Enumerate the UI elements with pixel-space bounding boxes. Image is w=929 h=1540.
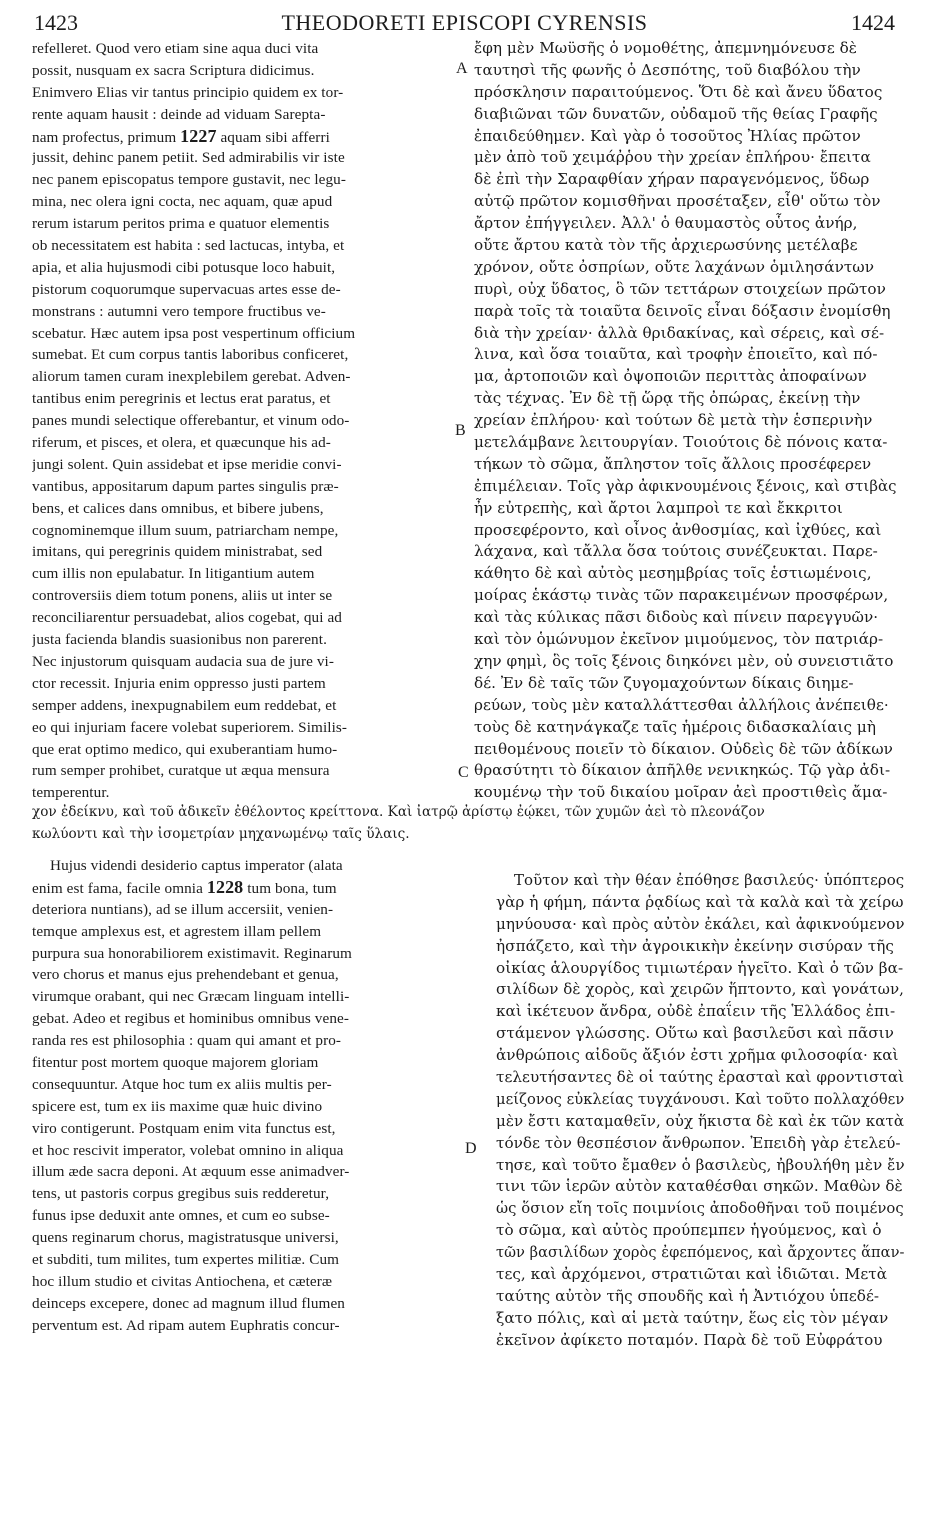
greek-text-line: κάθητο δὲ καὶ αὐτὸς μεσημβρίας τοῖς ἑστιωμένοις, <box>474 564 872 583</box>
text-line: scebatur. Hæc autem ipsa post vespertinum officium <box>32 324 356 342</box>
greek-text-line: τῶν βασιλίδων χορὸς ἐφεπόμενος, καὶ ἄρχοντες ἅπαν- <box>496 1244 905 1262</box>
greek-text-line: ἄρτον ἐπήγγειλεν. Ἀλλ' ὁ θαυμαστὸς οὗτος ἀνήρ, <box>474 214 858 233</box>
text-line: fitentur post mortem quoque majorem gloriam <box>32 1054 319 1072</box>
greek-text-line: διαβιῶναι τῶν δυνατῶν, οὐδαμοῦ τῆς θείας Γραφῆς <box>474 104 878 123</box>
greek-text-line: ρεύων, τοὺς μὲν καταλλάττεσθαι ἀλλήλοις ἀνέπειθε· <box>474 695 889 714</box>
text-segment: enim est fama, facile omnia <box>32 879 203 897</box>
greek-text-line: ἐκεῖνον ἀφίκετο ποταμόν. Παρὰ δὲ τοῦ Εὐφράτου <box>496 1330 883 1349</box>
greek-text-line: τοὺς δὲ κατηνάγκαζε ταῖς ἡμέροις διδασκαλίαις μὴ <box>474 717 876 736</box>
greek-text-line: ἀνθρώποις αἰδοῦς ἄξιόν ἐστι χρῆμα φιλοσοφία· καὶ <box>496 1046 899 1065</box>
greek-text-line: διὰ τὴν χρείαν· ἀλλὰ θριδακίνας, καὶ σέρεις, καὶ σέ- <box>474 323 885 342</box>
greek-text-line: καὶ τὸν ὁμώνυμον ἐκεῖνον μιμούμενος, τὸν πατριάρ- <box>474 630 884 649</box>
text-line: deteriora nuntians), ad se illum accersiit, venien- <box>32 900 334 918</box>
greek-text-line: θρασύτητι τὸ δίκαιον ἀπῆλθε νενικηκώς. Τῷ γὰρ ἀδι- <box>474 761 891 780</box>
greek-column-top <box>474 38 899 804</box>
greek-text-line: λάχανα, καὶ τἄλλα ὅσα τούτοις συνέζευκται. Παρε- <box>474 542 878 561</box>
text-line: rente aquam hausit : deinde ad viduam Sarepta- <box>32 105 326 123</box>
greek-text-line: χον ἐδείκνυ, καὶ τοῦ ἀδικεῖν ἐθέλοντος κρείττονα. Καὶ ἰατρῷ ἀρίστῳ ἐῴκει, τῶν χυμῶν ἀεὶ τὸ πλεονάζον <box>32 804 765 820</box>
text-line: Nec injustorum quisquam audacia sua de jure vi- <box>32 652 335 670</box>
greek-text-line: οὔτε ἄρτου κατὰ τὸν τῆς ἀρχιερωσύνης μετέλαβε <box>474 236 858 255</box>
greek-column-bottom <box>496 870 906 1352</box>
greek-text-line: σιλίδων δὲ χορὸς, καὶ χειρῶν ἥπτοντο, καὶ γονάτων, <box>496 980 904 999</box>
section-marker-b: B <box>455 422 466 439</box>
greek-text-line: ἐπαιδεύθημεν. Καὶ γὰρ ὁ τοσοῦτος Ἠλίας πρῶτον <box>474 126 861 145</box>
greek-text-line: μὲν ἔστι καταμαθεῖν, οὐχ ἥκιστα δὲ καὶ ἐκ τῶν κατὰ <box>496 1111 905 1130</box>
text-line: quens reginarum chorus, magistratusque universi, <box>32 1229 339 1247</box>
greek-text-line: μὲν ἀπὸ τοῦ χειμάῤῥου τὴν χρείαν ἐπλήρου· ἔπειτα <box>474 148 871 167</box>
section-marker-a: A <box>456 60 468 77</box>
greek-text-line: μηνύουσα· καὶ πρὸς αὐτὸν ἐκάλει, καὶ ἀφικνούμενον <box>496 914 905 933</box>
text-line: que erat optimo medico, qui exuberantiam humo- <box>32 740 338 758</box>
text-line: purpura sua honorabiliorem existimavit. Reginarum <box>32 944 352 962</box>
text-line: virumque orabant, qui nec Græcam linguam intelli- <box>32 988 350 1006</box>
greek-text-line: ἦν εὐτρεπὴς, καὶ ἄρτοι λαμπροὶ τε καὶ ἔκκριτοι <box>474 498 843 517</box>
section-marker-c: C <box>458 764 469 781</box>
text-line: panes mundi selectique offerebantur, et vinum odo- <box>32 412 350 430</box>
text-line: bens, et calices dans omnibus, et bibere jubens, <box>32 499 324 517</box>
text-line: vero chorus et manus ejus prehendebant et genua, <box>32 966 339 984</box>
text-line: nec panem episcopatus tempore gustavit, nec legu- <box>32 171 347 189</box>
text-line: riferum, et pisces, et olera, et quæcunque his ad- <box>32 434 331 452</box>
running-title: THEODORETI EPISCOPI CYRENSIS <box>281 10 648 35</box>
greek-text-line: ὡς ὅσιον εἴη τοῖς ποιμνίοις ἀποδοθῆναι τοῦ ποιμένος <box>496 1200 904 1218</box>
greek-text-line: γὰρ ἡ φήμη, πάντα ῥᾳδίως καὶ τὰ καλὰ καὶ τὰ χείρω <box>496 892 904 911</box>
greek-text-line: ἔφη μὲν Μωϋσῆς ὁ νομοθέτης, ἀπεμνημόνευσε δὲ <box>474 39 858 57</box>
greek-text-line: τινι τῶν ἱερῶν αὐτὸν καταθέσθαι σηκῶν. Μαθὼν δὲ <box>496 1177 903 1196</box>
greek-text-line: τες, καὶ ἀρχόμενοι, στρατιῶται καὶ ἰδιῶται. Μετὰ <box>496 1265 888 1284</box>
text-line: aliorum tamen curam inexplebilem gerebat. Adven- <box>32 368 351 386</box>
greek-text-line: τησε, καὶ τοῦτο ἔμαθεν ὁ βασιλεὺς, ἠβουλήθη μὲν ἔν <box>496 1155 905 1174</box>
section-marker-d: D <box>465 1140 477 1157</box>
text-line: temperentur. <box>32 784 110 802</box>
greek-text-line: πρόσκλησιν παραιτούμενος. Ὅτι δὲ καὶ ἄνευ ὕδατος <box>474 82 883 101</box>
text-line: rerum istarum peritos prima e quatuor elementis <box>32 215 330 233</box>
text-line: jungi solent. Quin assidebat et ipse meridie convi- <box>32 455 342 473</box>
latin-column-top <box>32 38 450 804</box>
text-line: illum æde sacra deponi. At æquum esse animadver- <box>32 1163 350 1181</box>
text-line: cognominemque illum suum, patriarcham nempe, <box>32 521 339 539</box>
text-line: imitans, qui peregrinis quidem ministrabat, sed <box>32 543 323 561</box>
text-line: controversiis diem totum ponens, aliis ut inter se <box>32 587 333 605</box>
text-line: et subditi, tum milites, tum expertes militiæ. Cum <box>32 1251 340 1269</box>
text-line: monstrans : autumni vero tempore fructibus ve- <box>32 302 326 320</box>
text-line: ctor recessit. Injuria enim oppresso justi partem <box>32 674 326 692</box>
greek-text-line: ταύτης αὐτὸν τῆς σπουδῆς καὶ ἡ Ἀντιόχου ὑπεδέ- <box>496 1286 880 1305</box>
text-line: funus ipse deduxit ante omnes, et cum eo subse- <box>32 1207 330 1225</box>
greek-text-line: πειθομένους ποιεῖν τὸ δίκαιον. Οὐδεὶς δὲ τῶν ἀδίκων <box>474 739 893 758</box>
greek-text-line: κωλύοντι καὶ τὴν ἰσομετρίαν μηχανωμένῳ ταῖς ὕλαις. <box>32 826 410 842</box>
greek-text-line: χρείαν ἐπλήρου· καὶ τούτων δὲ μετὰ τὴν ἑσπερινὴν <box>474 411 873 430</box>
greek-text-line: τήκων τὸ σῶμα, ἄπληστον τοῖς ἄλλοις προσέφερεν <box>474 454 872 473</box>
text-line: semper addens, inexpugnabilem eum reddebat, et <box>32 696 337 714</box>
text-line: temque amplexus est, et agrestem illam pellem <box>32 922 322 940</box>
page-number-left: 1423 <box>34 10 78 35</box>
text-line: et hoc rescivit imperator, volebat omnino in aliqua <box>32 1141 344 1159</box>
greek-text-line: καὶ τὰς κύλικας πᾶσι διδοὺς καὶ πίνειν παρεγγυῶν· <box>474 608 879 627</box>
greek-text-line: δέ. Ἐν δὲ ταῖς τῶν ζυγομαχούντων δίκαις διημε- <box>474 673 854 692</box>
greek-text-line: μα, ἀρτοποιῶν καὶ ὀψοποιῶν περιττὰς ἀποφαίνων <box>474 367 867 386</box>
text-line: gebat. Adeo et regibus et hominibus omnibus vene- <box>32 1010 350 1028</box>
text-line: pistorum coquorumque supervacuas artes esse de- <box>32 280 341 298</box>
greek-text-line: τὸ σῶμα, καὶ αὐτὸς προύπεμπεν ἡγούμενος, καὶ ὁ <box>496 1221 882 1240</box>
text-line: apia, et alia hujusmodi cibi potusque loco habuit, <box>32 258 336 276</box>
text-line: tens, ut pastoris corpus gregibus suis redderetur, <box>32 1185 330 1203</box>
text-line: perventum est. Ad ripam autem Euphratis concur- <box>32 1316 340 1334</box>
greek-text-line: οἰκίας ἁλουργίδος τιμιωτέραν ἡγεῖτο. Καὶ ὁ τῶν βα- <box>496 958 904 977</box>
text-line: possit, nusquam ex sacra Scriptura didicimus. <box>32 61 315 79</box>
greek-text-line: στάμενον γλώσσης. Οὕτω καὶ βασιλεῦσι καὶ πᾶσιν <box>496 1024 894 1043</box>
text-line: hoc illum studio et civitas Antiochena, et cæteræ <box>32 1272 333 1290</box>
greek-text-line: παρὰ τοῖς τὰ τοιαῦτα δεινοῖς εἶναι δόξασιν ἐνομίσθη <box>474 301 891 320</box>
greek-text-line: πυρὶ, οὐχ ὕδατος, ὃ τῶν τεττάρων στοιχείων πρῶτον <box>474 279 886 298</box>
text-segment: nam profectus, primum <box>32 128 177 146</box>
column-number: 1227 <box>180 125 217 146</box>
latin-column-bottom <box>32 855 462 1337</box>
text-line: consequuntur. Atque hoc tum ex aliis multis per- <box>32 1075 332 1093</box>
text-segment: aquam sibi afferri <box>220 128 330 146</box>
text-line: justa facienda blandis suasionibus non parerent. <box>32 631 327 649</box>
greek-text-line: τελευτήσαντες δὲ οἱ ταύτης ἐρασταὶ καὶ φροντισταὶ <box>496 1068 905 1087</box>
greek-text-line: καὶ ἱκέτευον ἄνδρα, οὐδὲ ἐπαΐειν τῆς Ἑλλάδος ἐπι- <box>496 1002 896 1021</box>
greek-text-line: Τοῦτον καὶ τὴν θέαν ἐπόθησε βασιλεύς· ὑπόπτερος <box>514 871 905 889</box>
text-line: cum illis non epulabatur. In litigantium autem <box>32 565 315 583</box>
greek-text-line: ἠσπάζετο, καὶ τὴν ἀγροικικὴν ἐκείνην σισύραν τῆς <box>496 936 894 955</box>
greek-text-line: κουμένῳ τὴν τοῦ δικαίου μοῖραν ἀεὶ προστιθεὶς ἄμα- <box>474 783 888 802</box>
text-line: spicere est, tum ex iis maxime quæ huic divino <box>32 1097 323 1115</box>
text-line: ob necessitatem est habita : sed lactucas, intyba, et <box>32 237 345 255</box>
greek-text-line: τόνδε τὸν θεσπέσιον ἄνθρωπον. Ἐπειδὴ γὰρ ἐτελεύ- <box>496 1133 901 1152</box>
greek-text-line: ξατο πόλις, καὶ αἱ μετὰ ταύτην, ἕως εἰς τὸν μέγαν <box>496 1308 889 1327</box>
page-header <box>30 2 899 38</box>
text-line: vantibus, appositarum dapum partes singulis præ- <box>32 477 339 495</box>
text-line <box>32 126 450 148</box>
greek-text-line: μοίρας ἑκάστῳ τινὰς τῶν παρακειμένων προσφέρων, <box>474 586 889 605</box>
greek-text-line: μετελάμβανε λειτουργίαν. Τοιούτοις δὲ πόνοις κατα- <box>474 433 888 452</box>
greek-text-line: μείζονος εὐκλείας τυγχάνουσι. Καὶ τοῦτο πολλαχόθεν <box>496 1090 905 1108</box>
text-line: rum semper prohibet, curatque ut æqua mensura <box>32 762 330 780</box>
greek-text-line: λινα, καὶ ὅσα τοιαῦτα, καὶ τροφὴν ἐποιεῖτο, καὶ πό- <box>474 345 878 364</box>
greek-text-line: δὲ ἐπὶ τὴν Σαραφθίαν χήραν παραγενόμενος, ὕδωρ <box>474 170 870 189</box>
greek-text-line: προσεφέροντο, καὶ οἶνος ἀνθοσμίας, καὶ ἰχθύες, καὶ <box>474 520 882 539</box>
text-segment: tum bona, tum <box>247 879 337 897</box>
text-line: jussit, dehinc panem petiit. Sed admirabilis vir iste <box>32 149 345 167</box>
text-line: sumebat. Et cum corpus tantis laboribus conficeret, <box>32 346 349 364</box>
greek-full-width <box>32 804 899 848</box>
greek-text-line: ἐπιμέλειαν. Τοῖς γὰρ ἀφικνουμένοις ξένοις, καὶ στιβὰς <box>474 476 897 495</box>
greek-text-line: χην φημὶ, ὃς τοῖς ξένοις διηκόνει μὲν, οὐ συνειστιᾶτο <box>474 651 894 670</box>
text-line: Enimvero Elias vir tantus principio quidem ex tor- <box>32 83 344 101</box>
text-line: randa res est philosophia : quam qui amant et pro- <box>32 1032 342 1050</box>
text-line: mina, nec olera igni cocta, nec aquam, quæ apud <box>32 193 333 211</box>
text-line: eo qui injuriam facere volebat superiorem. Similis- <box>32 718 348 736</box>
greek-text-line: αὐτῷ πρῶτον κομισθῆναι προσέταξεν, εἶθ' οὕτω τὸν <box>474 192 881 211</box>
page-number-right: 1424 <box>851 10 895 35</box>
text-line: tantibus enim peregrinis et lectus erat paratus, et <box>32 390 331 408</box>
text-line <box>32 877 462 899</box>
text-line: refelleret. Quod vero etiam sine aqua duci vita <box>32 40 319 57</box>
text-line: viro contigerunt. Postquam enim vita functus est, <box>32 1119 336 1137</box>
greek-text-line: τὰς τέχνας. Ἐν δὲ τῇ ὥρᾳ τῆς ὀπώρας, ἐκείνῃ τὴν <box>474 389 861 408</box>
text-line: Hujus videndi desiderio captus imperator (alata <box>50 857 343 874</box>
text-line: deinceps excepere, donec ad magnum illud flumen <box>32 1294 345 1312</box>
text-line: reconciliarentur persuadebat, alios cogebat, qui ad <box>32 609 342 627</box>
greek-text-line: χρόνον, οὔτε ὀσπρίων, οὔτε λαχάνων ὁμιλησάντων <box>474 257 875 276</box>
column-number: 1228 <box>206 876 244 897</box>
greek-text-line: ταυτησὶ τῆς φωνῆς ὁ Δεσπότης, τοῦ διαβόλου τὴν <box>474 60 861 79</box>
